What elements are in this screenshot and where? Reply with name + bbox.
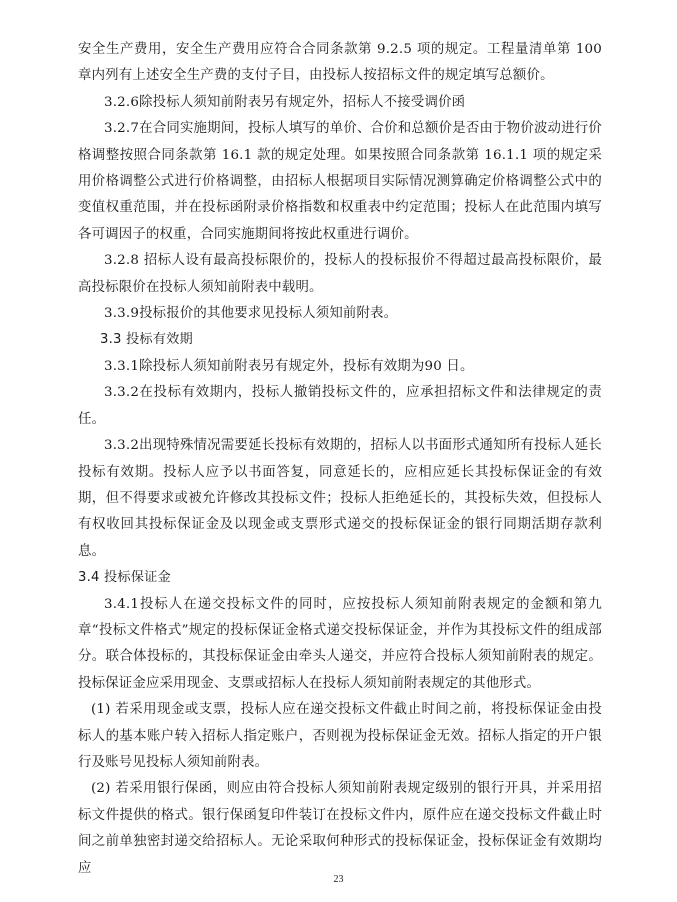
item-1-cash-or-check: (1) 若采用现金或支票，投标人应在递交投标文件截止时间之前，将投标保证金由投标人的基本账户转入招标人指定账户，否则视为投标保证金无效。招标人指定的开户银行及账号见投标人须知前附表。 [78,702,602,770]
page-number: 23 [333,874,344,885]
clause-3-3-2: 3.3.2在投标有效期内，投标人撤销投标文件的，应承担招标文件和法律规定的责任。 [78,385,602,427]
clause-3-3-9: 3.3.9投标报价的其他要求见投标人须知前附表。 [104,306,398,322]
clause-3-2-7: 3.2.7在合同实施期间，投标人填写的单价、合价和总额价是否由于物价波动进行价格调整按照合同条款第 16.1 款的规定处理。如果按照合同条款第 16.1.1 项的规定采用价格调整公式进行价格调整，由招标人根据项目实际情况测算确定价格调整公式中的变值权重范围，并在投标函附录价格指数和权重表中约定范围；投标人在此范围内填写各可调因子的权重，合同实施期间将按此权重进行调价。 [78,121,602,242]
clause-3-3-1: 3.3.1除投标人须知前附表另有规定外，投标有效期为90 日。 [104,358,474,374]
clause-3-4-1: 3.4.1投标人在递交投标文件的同时，应按投标人须知前附表规定的金额和第九章“投标文件格式”规定的投标保证金格式递交投标保证金，并作为其投标文件的组成部分。联合体投标的，其投标保证金由牵头人递交，并应符合投标人须知前附表的规定。投标保证金应采用现金、支票或招标人在投标人须知前附表规定的其他形式。 [78,596,602,691]
section-heading-3-3: 3.3 投标有效期 [100,332,193,348]
clause-3-3-2-extension: 3.3.2出现特殊情况需要延长投标有效期的，招标人以书面形式通知所有投标人延长投标有效期。投标人应予以书面答复，同意延长的，应相应延长其投标保证金的有效期，但不得要求或被允许修改其投标文件；投标人拒绝延长的，其投标失效，但投标人有权收回其投标保证金及以现金或支票形式递交的投标保证金的银行同期活期存款利息。 [78,438,602,559]
section-heading-3-4: 3.4 投标保证金 [78,570,171,586]
paragraph: 安全生产费用，安全生产费用应符合合同条款第 9.2.5 项的规定。工程量清单第 100 章内列有上述安全生产费的支付子目，由投标人按招标文件的规定填写总额价。 [78,42,602,84]
clause-3-2-8: 3.2.8 招标人设有最高投标限价的，投标人的投标报价不得超过最高投标限价，最高投标限价在投标人须知前附表中载明。 [78,253,602,295]
page-body [78,37,602,882]
item-2-bank-guarantee: (2) 若采用银行保函，则应由符合投标人须知前附表规定级别的银行开具，并采用招标文件提供的格式。银行保函复印件装订在投标文件内，原件应在递交投标文件截止时间之前单独密封递交给招标人。无论采取何种形式的投标保证金，投标保证金有效期均应 [78,781,602,876]
clause-3-2-6: 3.2.6除投标人须知前附表另有规定外，招标人不接受调价函 [104,94,466,110]
